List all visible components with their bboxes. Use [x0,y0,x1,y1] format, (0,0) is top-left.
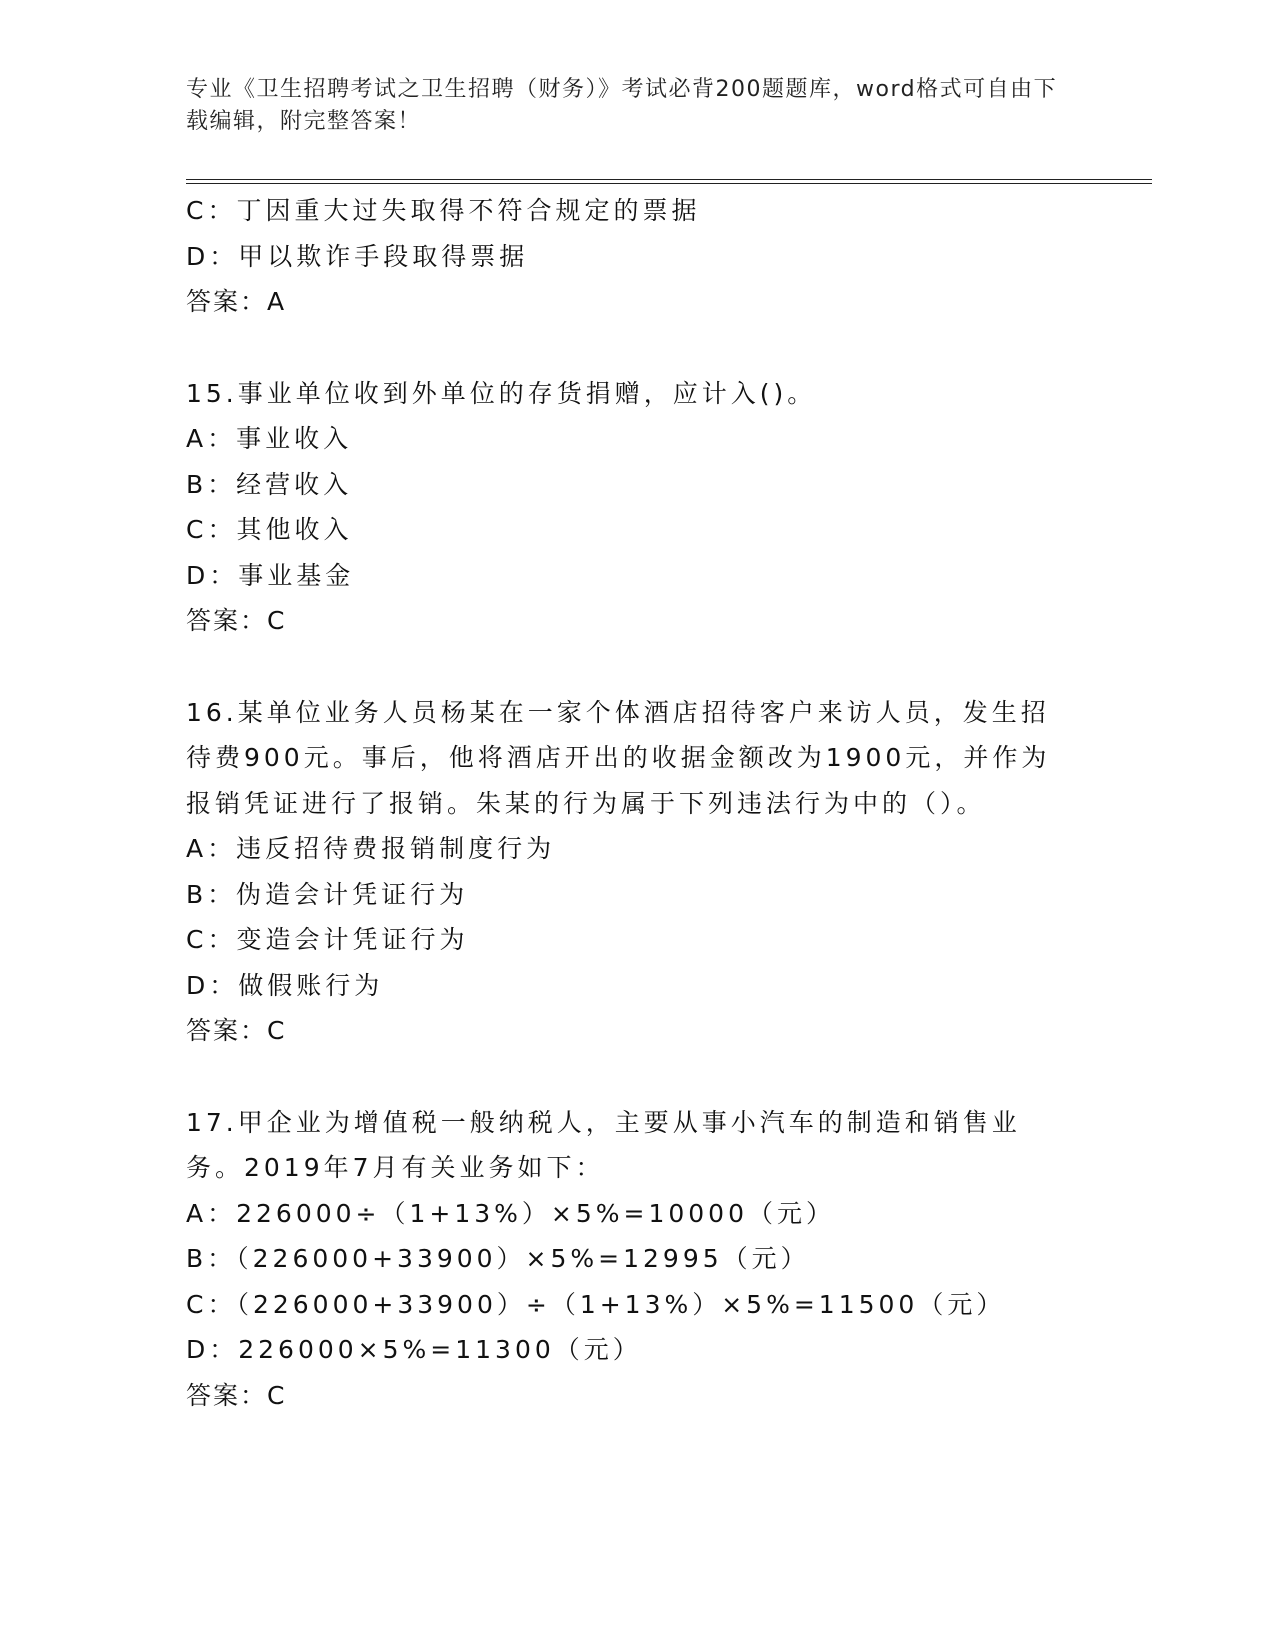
document-header: 专业《卫生招聘考试之卫生招聘（财务）》考试必背200题题库，word格式可自由下载编辑，附完整答案！ [186,77,1058,134]
option-c: C：变造会计凭证行为 [186,925,469,954]
option-d: D：事业基金 [186,560,355,590]
option-a: A：226000÷（1+13%）×5%=10000（元） [186,1198,835,1228]
option-b: B：伪造会计凭证行为 [186,879,469,909]
option-c: C：（226000+33900）÷（1+13%）×5%=11500（元） [186,1289,1006,1319]
question-block-17 [186,1100,1086,1419]
question-block-16 [186,690,1086,1054]
question-block-15 [186,371,1086,644]
question-list [186,188,1086,1418]
question-block-14 [186,188,1086,325]
answer-line: 答案：C [186,1380,287,1410]
answer-line: 答案：C [186,1016,287,1045]
option-c: C：其他收入 [186,515,353,544]
option-d: D：做假账行为 [186,970,384,1000]
option-c: C：丁因重大过失取得不符合规定的票据 [186,196,701,225]
option-b: B：经营收入 [186,469,353,499]
spacer [186,1054,1086,1100]
option-a: A：违反招待费报销制度行为 [186,834,556,863]
option-b: B：（226000+33900）×5%=12995（元） [186,1244,810,1273]
option-d: D：226000×5%=11300（元） [186,1335,642,1364]
answer-line: 答案：A [186,287,287,316]
header-divider-bottom [186,183,1152,184]
header-divider-top [186,179,1152,180]
answer-line: 答案：C [186,606,287,635]
question-stem: 17.甲企业为增值税一般纳税人，主要从事小汽车的制造和销售业务。2019年7月有关业务如下： [186,1107,1021,1182]
spacer [186,644,1086,690]
option-d: D：甲以欺诈手段取得票据 [186,241,529,271]
question-stem: 16.某单位业务人员杨某在一家个体酒店招待客户来访人员，发生招待费900元。事后，他将酒店开出的收据金额改为1900元，并作为报销凭证进行了报销。朱某的行为属于下列违法行为中的（）。 [186,697,1051,818]
option-a: A：事业收入 [186,424,353,453]
question-stem: 15.事业单位收到外单位的存货捐赠，应计入()。 [186,378,817,408]
spacer [186,325,1086,371]
